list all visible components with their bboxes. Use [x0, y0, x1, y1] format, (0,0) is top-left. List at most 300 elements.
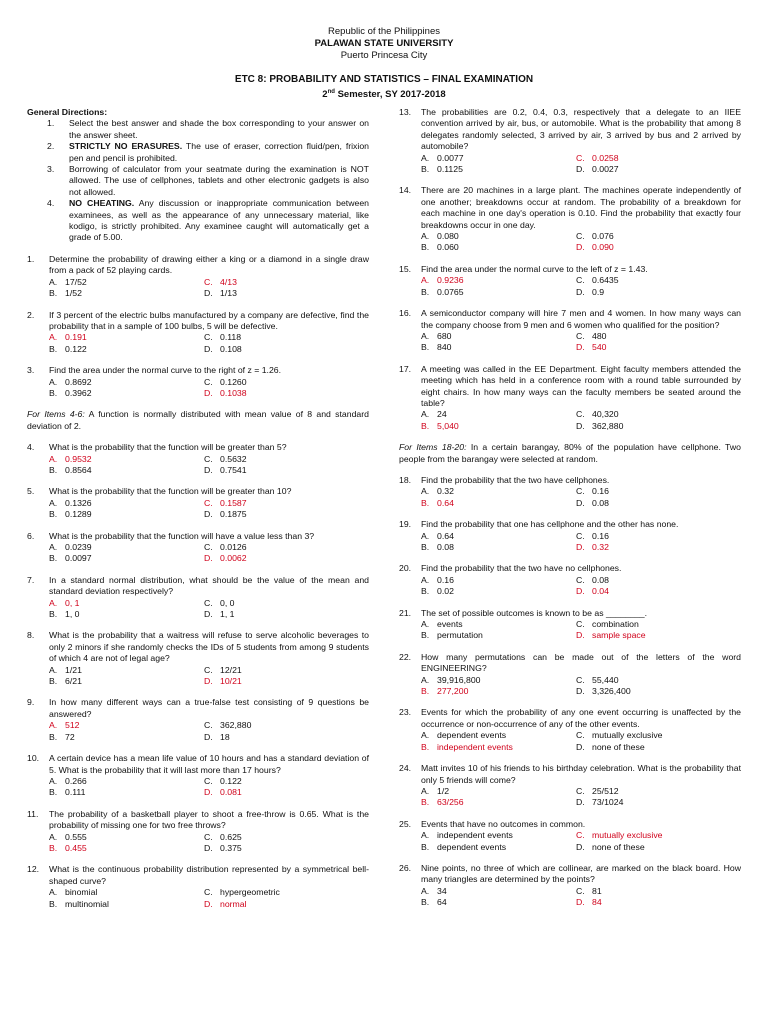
question-text: Find the probability that one has cellphone and the other has none.	[421, 519, 679, 530]
option	[204, 776, 369, 787]
option	[421, 897, 576, 908]
option-letter: B.	[421, 630, 430, 641]
correct-option	[421, 498, 576, 509]
option-value: 0.111	[65, 787, 86, 798]
option-letter: C.	[576, 885, 585, 896]
option-letter: A.	[49, 453, 58, 464]
right-column	[399, 107, 741, 909]
answer-options	[49, 377, 369, 400]
option	[49, 776, 204, 787]
question-number: 18.	[399, 474, 412, 485]
option-value: 0.1038	[220, 387, 247, 398]
option-letter: A.	[421, 486, 430, 497]
correct-option	[576, 153, 741, 164]
question-stem	[27, 254, 369, 277]
option-value: 0.08	[592, 497, 609, 508]
question-text: In how many different ways can a true-false test consisting of 9 questions be answered?	[49, 697, 369, 719]
question-item	[27, 310, 369, 356]
question-text: Find the probability that the two have cellphones.	[421, 474, 610, 485]
question-number: 9.	[27, 697, 35, 708]
option-letter: B.	[421, 420, 430, 431]
option	[576, 886, 741, 897]
option-value: 0.5632	[220, 453, 247, 464]
option-letter: C.	[576, 785, 585, 796]
direction-text: Select the best answer and shade the box corresponding to your answer on the answer sheet.	[69, 118, 369, 140]
question-number: 5.	[27, 486, 35, 497]
question-stem	[27, 365, 369, 376]
option-value: 0.0062	[220, 553, 247, 564]
correct-option	[204, 899, 369, 910]
question-number: 1.	[27, 253, 35, 264]
option-letter: D.	[576, 841, 585, 852]
option	[204, 609, 369, 620]
option	[49, 553, 204, 564]
option-letter: A.	[421, 830, 430, 841]
option-value: 3,326,400	[592, 686, 631, 697]
question-stem	[27, 486, 369, 497]
option-value: hypergeometric	[220, 887, 280, 898]
republic-line: Republic of the Philippines	[328, 26, 440, 37]
answer-options	[49, 887, 369, 910]
correct-option	[421, 275, 576, 286]
option-letter: C.	[204, 276, 213, 287]
option-letter: C.	[576, 674, 585, 685]
option-letter: A.	[49, 831, 58, 842]
option-value: 24	[437, 409, 447, 420]
option-value: 0.16	[592, 486, 609, 497]
option-letter: C.	[204, 332, 213, 343]
question-stem	[399, 608, 741, 619]
question-text: What is the probability that the function will be greater than 10?	[49, 486, 292, 497]
question-item	[399, 308, 741, 354]
question-stem	[399, 107, 741, 153]
option-letter: D.	[204, 288, 213, 299]
correct-option	[421, 797, 576, 808]
option-value: 0.04	[592, 586, 609, 597]
option-letter: B.	[421, 497, 430, 508]
option	[576, 275, 741, 286]
option-letter: C.	[204, 720, 213, 731]
option-value: 0.9532	[65, 453, 92, 464]
option-letter: C.	[576, 152, 585, 163]
answer-options	[49, 598, 369, 621]
option-value: 0.1875	[220, 509, 247, 520]
option	[204, 288, 369, 299]
direction-item	[47, 118, 369, 141]
option-letter: C.	[204, 831, 213, 842]
option-value: 0.64	[437, 530, 454, 541]
option	[204, 509, 369, 520]
items-18-20-note: For Items 18-20: In a certain barangay, 80% of the population have cellphone. Two people from the barangay were selected at random.	[399, 442, 741, 464]
option-letter: B.	[421, 686, 430, 697]
correct-option	[421, 686, 576, 697]
option-value: 0.7541	[220, 464, 247, 475]
option-letter: A.	[421, 409, 430, 420]
question-stem	[399, 819, 741, 830]
option-value: independent events	[437, 741, 513, 752]
option-value: sample space	[592, 630, 646, 641]
option-value: 0.081	[220, 787, 242, 798]
option	[204, 465, 369, 476]
question-item	[27, 531, 369, 565]
option-letter: A.	[49, 332, 58, 343]
option-letter: A.	[421, 574, 430, 585]
question-text: How many permutations can be made out of the letters of the word ENGINEERING?	[421, 651, 741, 674]
option-value: 34	[437, 885, 447, 896]
option-value: 680	[437, 330, 452, 341]
correct-option	[576, 586, 741, 597]
question-number: 11.	[27, 808, 39, 819]
option	[421, 331, 576, 342]
option	[421, 542, 576, 553]
option	[204, 332, 369, 343]
option-letter: A.	[421, 730, 430, 741]
correct-option	[204, 498, 369, 509]
option	[49, 887, 204, 898]
question-number: 6.	[27, 530, 35, 541]
option-value: 6/21	[65, 676, 82, 687]
option-value: 0.0258	[592, 152, 619, 163]
option	[421, 619, 576, 630]
option	[49, 388, 204, 399]
option-letter: C.	[204, 497, 213, 508]
answer-options	[49, 332, 369, 355]
question-text: Events for which the probability of any one event occurring is unaffected by the occurrence or non-occurrence of any of the other events.	[421, 707, 741, 729]
option	[576, 619, 741, 630]
option-value: 1/2	[437, 785, 450, 796]
directions-title: General Directions:	[27, 107, 108, 117]
option-value: 0, 0	[220, 597, 235, 608]
question-item	[399, 707, 741, 753]
option-value: mutually exclusive	[592, 830, 663, 841]
option-value: 480	[592, 330, 607, 341]
option-letter: B.	[421, 841, 430, 852]
question-item	[27, 864, 369, 910]
option-value: 0.0765	[437, 286, 464, 297]
option-letter: A.	[49, 497, 58, 508]
option	[421, 730, 576, 741]
answer-options	[49, 542, 369, 565]
question-stem	[399, 364, 741, 410]
option	[421, 153, 576, 164]
question-text: The set of possible outcomes is known to be as ________.	[421, 607, 648, 618]
option-letter: D.	[204, 731, 213, 742]
question-item	[399, 519, 741, 553]
option-value: 1, 1	[220, 609, 235, 620]
option-letter: A.	[421, 619, 430, 630]
question-item	[399, 364, 741, 432]
option	[49, 277, 204, 288]
question-stem	[399, 863, 741, 886]
option	[421, 531, 576, 542]
option-letter: B.	[421, 797, 430, 808]
question-stem	[27, 630, 369, 664]
option-letter: C.	[204, 887, 213, 898]
question-number: 21.	[399, 607, 412, 618]
option	[421, 287, 576, 298]
question-stem	[399, 185, 741, 231]
option-letter: A.	[421, 885, 430, 896]
correct-option	[204, 277, 369, 288]
option-letter: D.	[204, 842, 213, 853]
option-letter: A.	[421, 152, 430, 163]
answer-options	[421, 231, 741, 254]
option-value: dependent events	[437, 841, 507, 852]
option-value: 40,320	[592, 409, 619, 420]
option-value: 0.08	[437, 542, 454, 552]
option-letter: A.	[49, 887, 58, 898]
option-value: 362,880	[220, 720, 252, 731]
option-value: mutually exclusive	[592, 730, 663, 741]
option-letter: B.	[49, 464, 58, 475]
question-stem	[399, 763, 741, 786]
option-value: 0.118	[220, 332, 242, 343]
option-value: 0.02	[437, 586, 454, 597]
option-value: none of these	[592, 841, 645, 852]
option	[576, 486, 741, 497]
direction-number: 4.	[47, 198, 55, 209]
option-letter: C.	[576, 231, 585, 242]
question-number: 24.	[399, 763, 412, 774]
option	[421, 886, 576, 897]
question-text: What is the probability that the function will be greater than 5?	[49, 442, 287, 453]
option-value: 540	[592, 342, 607, 353]
option	[421, 842, 576, 853]
question-item	[27, 753, 369, 799]
option-value: 0.9236	[437, 275, 464, 286]
option	[576, 842, 741, 853]
correct-option	[576, 830, 741, 841]
question-stem	[399, 563, 741, 574]
question-number: 22.	[399, 651, 412, 662]
option	[204, 598, 369, 609]
option-value: 0.0077	[437, 152, 464, 163]
question-stem	[27, 310, 369, 333]
option	[421, 342, 576, 353]
general-directions	[27, 107, 369, 244]
question-number: 23.	[399, 707, 412, 718]
option	[576, 675, 741, 686]
option-letter: D.	[204, 343, 213, 354]
option-letter: D.	[204, 553, 213, 564]
option-letter: C.	[576, 486, 585, 497]
question-item	[27, 442, 369, 476]
direction-number: 3.	[47, 164, 55, 175]
question-item	[27, 365, 369, 399]
answer-options	[421, 730, 741, 753]
option-value: 0.9	[592, 286, 605, 297]
option-letter: D.	[204, 464, 213, 475]
option	[49, 899, 204, 910]
option-value: 64	[437, 897, 447, 908]
correct-option	[49, 720, 204, 731]
question-stem	[27, 809, 369, 832]
option-value: 0.8692	[65, 376, 92, 387]
option	[576, 231, 741, 242]
question-item	[399, 107, 741, 175]
question-stem	[27, 864, 369, 887]
question-number: 10.	[27, 753, 40, 764]
option-value: permutation	[437, 630, 483, 641]
option-value: 1, 0	[65, 609, 80, 620]
option-value: 17/52	[65, 276, 87, 287]
option	[576, 164, 741, 175]
option-letter: A.	[421, 275, 430, 286]
correct-option	[421, 421, 576, 432]
option-letter: D.	[576, 686, 585, 697]
option-value: 0.0126	[220, 542, 247, 552]
question-number: 3.	[27, 365, 35, 376]
option-value: events	[437, 619, 463, 630]
question-stem	[399, 308, 741, 331]
question-item	[27, 630, 369, 687]
answer-options	[421, 675, 741, 698]
option-value: dependent events	[437, 730, 507, 741]
option-value: 0, 1	[65, 597, 80, 608]
direction-item	[47, 164, 369, 198]
option-letter: D.	[576, 420, 585, 431]
option-value: 1/13	[220, 288, 237, 299]
correct-option	[49, 454, 204, 465]
question-text: A meeting was called in the EE Department. Eight faculty members attended the meeting which has held in a conference room with a round table surrounded by eight chairs. In how many ways can the faculty members be seated around the table?	[421, 363, 741, 408]
question-stem	[27, 753, 369, 776]
option	[49, 498, 204, 509]
question-item	[399, 763, 741, 809]
option	[49, 676, 204, 687]
direction-emphasis: STRICTLY NO ERASURES.	[69, 141, 183, 152]
question-number: 17.	[399, 363, 412, 374]
correct-option	[576, 630, 741, 641]
option-letter: A.	[421, 330, 430, 341]
answer-options	[421, 153, 741, 176]
option	[49, 509, 204, 520]
question-item	[27, 809, 369, 855]
option	[421, 786, 576, 797]
option-value: 0.1125	[437, 164, 463, 175]
option-letter: B.	[49, 509, 58, 520]
option-letter: A.	[49, 720, 58, 731]
correct-option	[576, 242, 741, 253]
option	[576, 498, 741, 509]
option-value: combination	[592, 619, 639, 630]
option-letter: D.	[204, 387, 213, 398]
correct-option	[204, 787, 369, 798]
option-letter: C.	[576, 530, 585, 541]
option	[204, 377, 369, 388]
option-letter: B.	[49, 343, 58, 354]
answer-options	[421, 786, 741, 809]
option	[49, 377, 204, 388]
option-letter: A.	[49, 376, 58, 387]
option-letter: D.	[576, 586, 585, 597]
option	[204, 732, 369, 743]
option-value: 5,040	[437, 420, 459, 431]
option-value: 0.122	[65, 343, 87, 354]
question-item	[27, 697, 369, 743]
option	[49, 609, 204, 620]
question-number: 2.	[27, 309, 35, 320]
option-value: 0.1260	[220, 376, 247, 387]
option-value: 0.076	[592, 231, 614, 242]
answer-options	[421, 830, 741, 853]
option-value: 0.3962	[65, 387, 92, 398]
option-value: 4/13	[220, 276, 237, 287]
question-stem	[399, 475, 741, 486]
option-letter: B.	[421, 342, 430, 353]
question-text: Find the area under the normal curve to the left of z = 1.43.	[421, 263, 648, 274]
answer-options	[421, 531, 741, 554]
option-value: 1/52	[65, 288, 82, 299]
option-value: 0.08	[592, 574, 609, 585]
option	[49, 288, 204, 299]
option	[576, 786, 741, 797]
answer-options	[49, 277, 369, 300]
city-line: Puerto Princesa City	[340, 50, 428, 61]
question-item	[399, 863, 741, 909]
option-value: 0.0239	[65, 542, 92, 552]
question-item	[399, 264, 741, 298]
option-letter: D.	[204, 787, 213, 798]
answer-options	[49, 720, 369, 743]
option-value: 0.266	[65, 775, 87, 786]
option-value: 840	[437, 342, 452, 353]
question-text: In a standard normal distribution, what should be the value of the mean and standard deviation respectively?	[49, 574, 369, 597]
option	[421, 586, 576, 597]
option-value: 0.1587	[220, 497, 247, 508]
option-value: 12/21	[220, 664, 242, 675]
question-item	[399, 652, 741, 698]
option-value: 55,440	[592, 674, 619, 685]
question-item	[399, 475, 741, 509]
question-stem	[27, 575, 369, 598]
question-stem	[399, 652, 741, 675]
option	[576, 575, 741, 586]
option	[204, 720, 369, 731]
option-letter: C.	[204, 664, 213, 675]
answer-options	[49, 665, 369, 688]
items-4-6-note: For Items 4-6: A function is normally distributed with mean value of 8 and standard deviation of 2.	[27, 409, 369, 431]
option-value: multinomial	[65, 898, 109, 909]
option-value: none of these	[592, 741, 645, 752]
question-number: 8.	[27, 630, 35, 641]
option-letter: C.	[576, 275, 585, 286]
option	[576, 531, 741, 542]
question-item	[27, 254, 369, 300]
option	[576, 742, 741, 753]
option-value: 0.16	[592, 530, 609, 541]
question-item	[399, 819, 741, 853]
question-stem	[399, 264, 741, 275]
option-value: 0.625	[220, 831, 242, 842]
question-number: 14.	[399, 185, 412, 196]
option-value: independent events	[437, 830, 513, 841]
option-value: 0.32	[437, 486, 454, 497]
correct-option	[204, 388, 369, 399]
option-value: normal	[220, 898, 247, 909]
option-letter: B.	[49, 676, 58, 687]
option-value: binomial	[65, 887, 98, 898]
option	[49, 787, 204, 798]
question-number: 7.	[27, 574, 35, 585]
correct-option	[204, 676, 369, 687]
option	[49, 832, 204, 843]
option	[204, 887, 369, 898]
question-item	[399, 608, 741, 642]
option-value: 63/256	[437, 797, 464, 808]
option-value: 0.108	[220, 343, 242, 354]
option-value: 73/1024	[592, 797, 624, 808]
option-value: 72	[65, 731, 75, 742]
